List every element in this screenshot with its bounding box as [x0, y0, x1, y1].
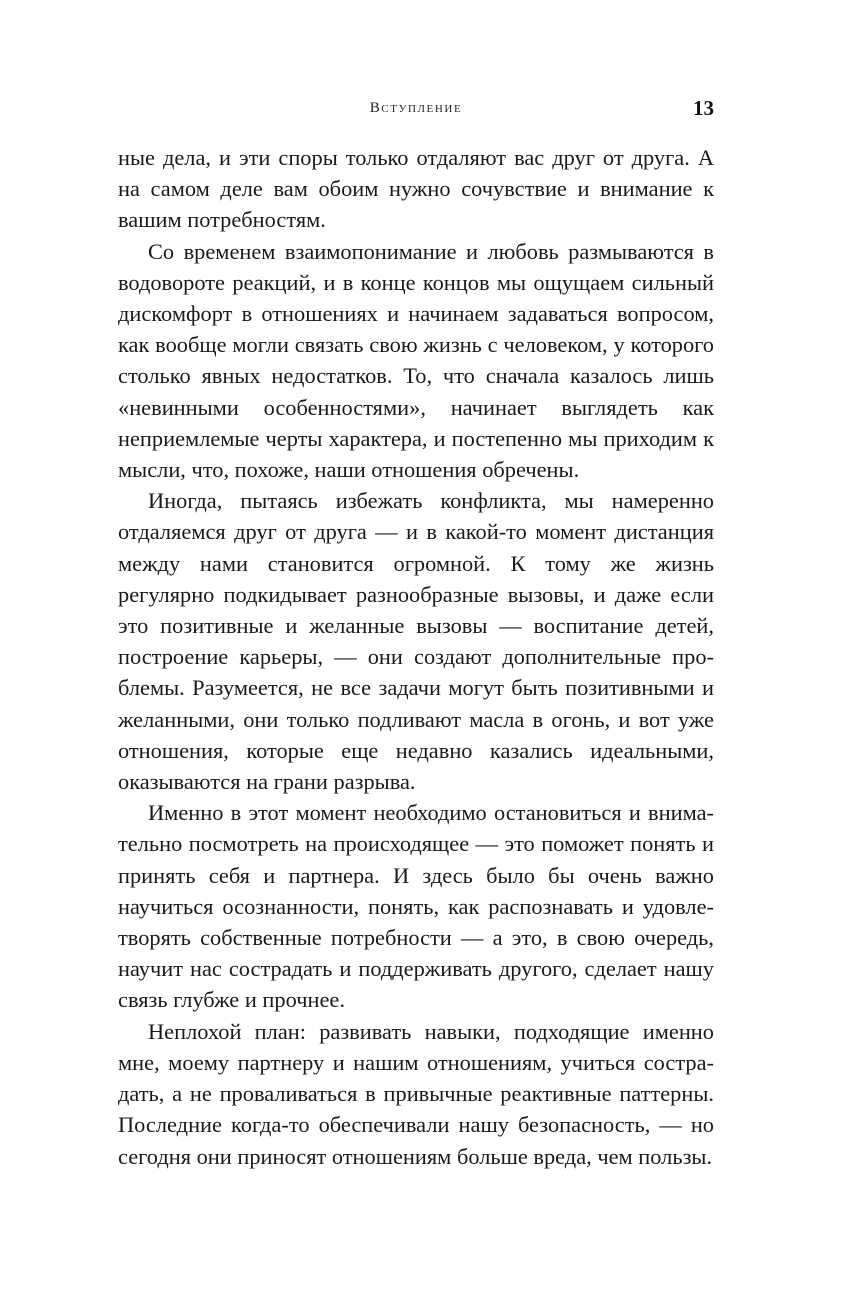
paragraph: ные дела, и эти споры только отдаляют вас друг от друга. А на самом деле вам обоим нужно сочувствие и внимание к вашим потребностям. [118, 145, 714, 233]
paragraph: Именно в этот момент необходимо остановиться и внимательно посмотреть на происходящее — это поможет понять и принять себя и партнера. И здесь было бы очень важно научиться осознанности, понять, как распознавать и удовлетворять собственные потребности — а это, в свою очередь, научит нас сострадать и поддерживать другого, сделает нашу связь глубже и прочнее. [118, 800, 714, 1013]
paragraph: Неплохой план: развивать навыки, подходящие именно мне, моему партнеру и нашим отношениям, учиться сострaдать, а не проваливаться в привычные реактивные паттерны. Последние когда-то обеспечивали нашу безопасность, — но сегодня они приносят отношениям больше вреда, чем пользы. [118, 1018, 714, 1169]
running-head [118, 96, 714, 120]
paragraph: Иногда, пытаясь избежать конфликта, мы намеренно отдаляемся друг от друга — и в какой-то момент дистанция между нами становится огромной. К тому же жизнь регулярно подкидывает разнообразные вызовы, и даже если это позитивные и желанные вызовы — воспитание детей, построение карьеры, — они создают дополнительные проблемы. Разумеется, не все задачи могут быть позитивными и желанными, они только подливают масла в огонь, и вот уже отношения, которые еще недавно казались идеальными, оказываются на грани разрыва. [118, 488, 714, 795]
paragraph: Со временем взаимопонимание и любовь размываются в водовороте реакций, и в конце концов мы ощущаем сильный дискомфорт в отношениях и начинаем задаваться вопросом, как вообще могли связать свою жизнь с человеком, у которого столько явных недостатков. То, что сначала казалось лишь «невинными особенностями», начинает выглядеть как неприемлемые черты характера, и постепенно мы приходим к мысли, что, похоже, наши отношения обречены. [118, 238, 714, 483]
section-title: Вступление [369, 100, 463, 116]
page-number: 13 [693, 96, 714, 120]
body-text [118, 142, 714, 1172]
